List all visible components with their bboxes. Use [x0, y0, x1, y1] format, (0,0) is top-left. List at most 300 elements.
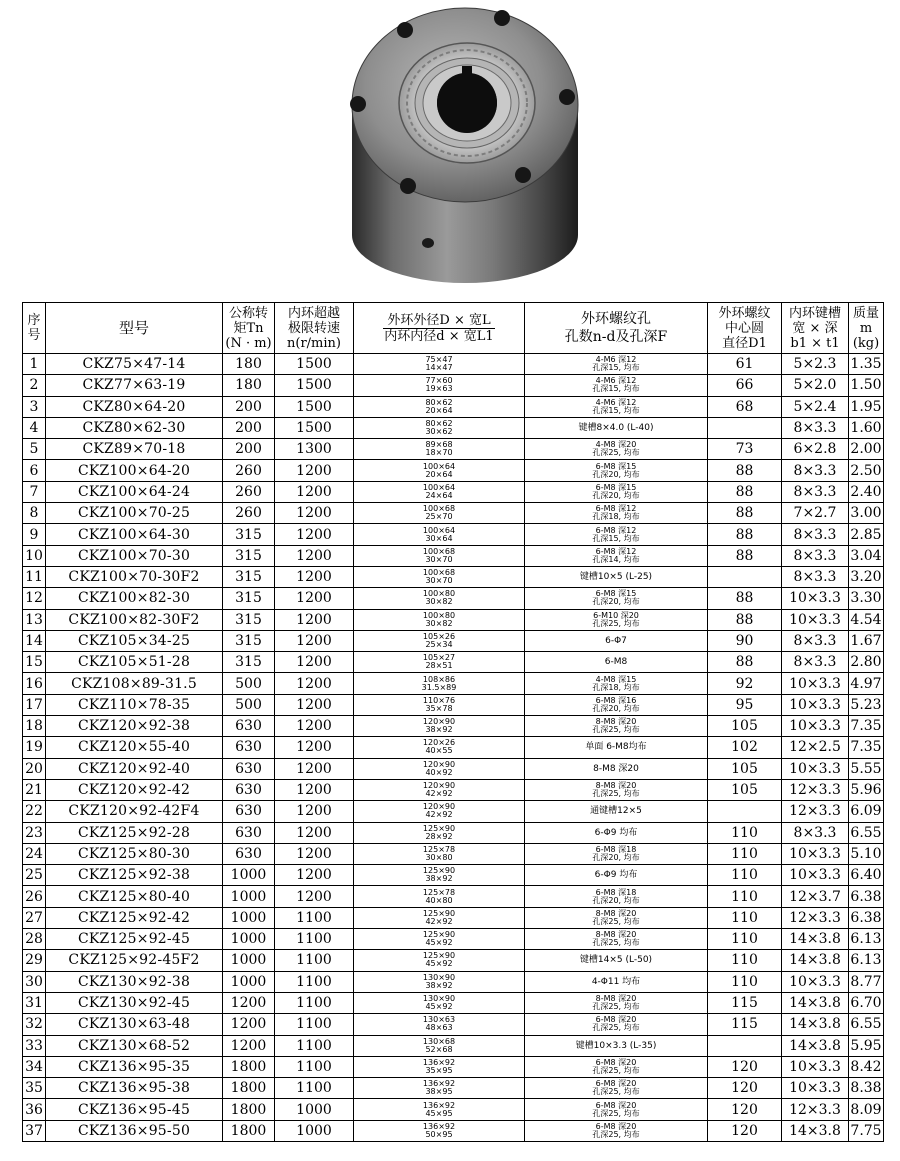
- cell-dimensions-line: 100×64: [422, 482, 456, 492]
- cell-thread-holes-line: 孔深25, 均布: [592, 1087, 640, 1097]
- cell-seq: 27: [23, 907, 46, 928]
- cell-thread-holes-line: 孔深25, 均布: [592, 725, 640, 735]
- cell-speed: 1200: [275, 481, 354, 502]
- cell-mass: 1.35: [849, 354, 884, 375]
- cell-speed: 1100: [275, 992, 354, 1013]
- cell-model: CKZ80×62-30: [46, 417, 223, 438]
- header-row: [23, 303, 884, 354]
- cell-speed: 1200: [275, 566, 354, 587]
- cell-keyway: 14×3.8: [782, 950, 849, 971]
- col-speed: 内环超越 极限转速 n(r/min): [275, 303, 354, 354]
- cell-thread-holes-line: 4-M8 深20: [595, 440, 637, 450]
- cell-keyway: 14×3.8: [782, 1035, 849, 1056]
- cell-seq: 36: [23, 1099, 46, 1120]
- cell-speed: 1000: [275, 1099, 354, 1120]
- table-row: [23, 737, 884, 758]
- cell-mass: 1.95: [849, 396, 884, 417]
- cell-pitch-diameter: 115: [708, 992, 782, 1013]
- cell-mass: 6.55: [849, 1014, 884, 1035]
- cell-seq: 17: [23, 694, 46, 715]
- table-row: [23, 396, 884, 417]
- cell-thread-holes: [525, 758, 708, 779]
- cell-torque: 200: [223, 439, 275, 460]
- table-row: [23, 929, 884, 950]
- cell-thread-holes: [525, 1035, 708, 1056]
- cell-thread-holes: [525, 417, 708, 438]
- cell-model: CKZ136×95-45: [46, 1099, 223, 1120]
- cell-speed: 1100: [275, 971, 354, 992]
- table-row: [23, 673, 884, 694]
- cell-dimensions-line: 38×95: [425, 1087, 453, 1097]
- cell-thread-holes: [525, 1056, 708, 1077]
- cell-seq: 21: [23, 779, 46, 800]
- cell-torque: 180: [223, 354, 275, 375]
- cell-dimensions: [354, 460, 525, 481]
- cell-mass: 4.54: [849, 609, 884, 630]
- cell-dimensions: [354, 822, 525, 843]
- cell-torque: 500: [223, 694, 275, 715]
- cell-pitch-diameter: 120: [708, 1056, 782, 1077]
- cell-mass: 3.30: [849, 588, 884, 609]
- cell-thread-holes-line: 孔深20, 均布: [592, 597, 640, 607]
- table-row: [23, 758, 884, 779]
- cell-keyway: 8×3.3: [782, 481, 849, 502]
- cell-dimensions: [354, 971, 525, 992]
- cell-seq: 15: [23, 652, 46, 673]
- cell-dimensions-line: 130×90: [422, 994, 456, 1004]
- cell-dimensions: [354, 545, 525, 566]
- cell-thread-holes-line: 孔深15, 均布: [592, 363, 640, 373]
- cell-dimensions-line: 30×82: [425, 597, 453, 607]
- cell-torque: 200: [223, 396, 275, 417]
- cell-keyway: 6×2.8: [782, 439, 849, 460]
- cell-dimensions: [354, 843, 525, 864]
- cell-speed: 1500: [275, 417, 354, 438]
- cell-seq: 24: [23, 843, 46, 864]
- cell-mass: 2.85: [849, 524, 884, 545]
- cell-torque: 1200: [223, 1014, 275, 1035]
- cell-keyway: 12×3.3: [782, 1099, 849, 1120]
- cell-dimensions: [354, 1014, 525, 1035]
- cell-model: CKZ125×92-45: [46, 929, 223, 950]
- cell-seq: 7: [23, 481, 46, 502]
- cell-torque: 1200: [223, 1035, 275, 1056]
- cell-thread-holes-line: 6-M8 深15: [595, 461, 637, 471]
- cell-dimensions-line: 38×92: [425, 725, 453, 735]
- cell-torque: 260: [223, 481, 275, 502]
- table-row: [23, 801, 884, 822]
- cell-dimensions-line: 50×95: [425, 1129, 453, 1139]
- cell-speed: 1100: [275, 1056, 354, 1077]
- cell-dimensions: [354, 481, 525, 502]
- cell-speed: 1200: [275, 779, 354, 800]
- cell-thread-holes: [525, 566, 708, 587]
- cell-keyway: 12×2.5: [782, 737, 849, 758]
- table-row: [23, 524, 884, 545]
- cell-model: CKZ136×95-35: [46, 1056, 223, 1077]
- cell-dimensions-line: 42×92: [425, 916, 453, 926]
- cell-pitch-diameter: 88: [708, 588, 782, 609]
- cell-thread-holes: [525, 822, 708, 843]
- cell-seq: 5: [23, 439, 46, 460]
- cell-torque: 630: [223, 716, 275, 737]
- cell-dimensions-line: 30×64: [425, 533, 453, 543]
- cell-thread-holes: [525, 652, 708, 673]
- cell-torque: 630: [223, 758, 275, 779]
- cell-mass: 1.67: [849, 630, 884, 651]
- cell-thread-holes-line: 孔深18, 均布: [592, 512, 640, 522]
- cell-speed: 1100: [275, 1078, 354, 1099]
- cell-torque: 1000: [223, 971, 275, 992]
- cell-dimensions-line: 40×80: [425, 895, 453, 905]
- cell-model: CKZ100×64-30: [46, 524, 223, 545]
- cell-torque: 1200: [223, 992, 275, 1013]
- cell-thread-holes: [525, 1014, 708, 1035]
- cell-keyway: 12×3.7: [782, 886, 849, 907]
- cell-speed: 1500: [275, 354, 354, 375]
- cell-speed: 1200: [275, 758, 354, 779]
- cell-thread-holes: [525, 588, 708, 609]
- cell-keyway: 8×3.3: [782, 822, 849, 843]
- cell-dimensions: [354, 992, 525, 1013]
- cell-pitch-diameter: 88: [708, 460, 782, 481]
- cell-thread-holes-line: 孔深20, 均布: [592, 490, 640, 500]
- cell-thread-holes-line: 孔深20, 均布: [592, 469, 640, 479]
- cell-thread-holes-line: 6-Φ9 均布: [594, 870, 638, 881]
- cell-model: CKZ120×92-38: [46, 716, 223, 737]
- table-row: [23, 566, 884, 587]
- cell-seq: 6: [23, 460, 46, 481]
- cell-torque: 1800: [223, 1056, 275, 1077]
- cell-speed: 1200: [275, 588, 354, 609]
- cell-dimensions-line: 125×90: [422, 930, 456, 940]
- cell-dimensions-line: 35×78: [425, 703, 453, 713]
- cell-thread-holes-line: 键槽10×5 (L-25): [579, 572, 653, 583]
- cell-dimensions: [354, 716, 525, 737]
- cell-pitch-diameter: 88: [708, 652, 782, 673]
- cell-pitch-diameter: [708, 417, 782, 438]
- cell-model: CKZ80×64-20: [46, 396, 223, 417]
- table-row: [23, 354, 884, 375]
- cell-thread-holes-line: 孔深14, 均布: [592, 554, 640, 564]
- cell-thread-holes-line: 6-M8: [604, 657, 628, 668]
- cell-dimensions-line: 130×68: [422, 1036, 456, 1046]
- cell-speed: 1100: [275, 950, 354, 971]
- cell-mass: 1.50: [849, 375, 884, 396]
- cell-dimensions: [354, 779, 525, 800]
- cell-model: CKZ105×51-28: [46, 652, 223, 673]
- cell-dimensions-line: 14×47: [425, 363, 453, 373]
- cell-thread-holes: [525, 524, 708, 545]
- cell-keyway: 10×3.3: [782, 758, 849, 779]
- cell-thread-holes-line: 6-M8 深16: [595, 695, 637, 705]
- cell-model: CKZ136×95-50: [46, 1120, 223, 1141]
- cell-torque: 630: [223, 843, 275, 864]
- cell-dimensions-line: 28×92: [425, 831, 453, 841]
- table-row: [23, 992, 884, 1013]
- cell-torque: 1000: [223, 907, 275, 928]
- cell-model: CKZ120×92-40: [46, 758, 223, 779]
- table-row: [23, 886, 884, 907]
- cell-thread-holes-line: 孔深15, 均布: [592, 533, 640, 543]
- table-row: [23, 1099, 884, 1120]
- cell-mass: 7.75: [849, 1120, 884, 1141]
- cell-model: CKZ100×70-30F2: [46, 566, 223, 587]
- cell-dimensions: [354, 673, 525, 694]
- cell-thread-holes: [525, 801, 708, 822]
- cell-torque: 630: [223, 801, 275, 822]
- cell-speed: 1100: [275, 929, 354, 950]
- cell-thread-holes: [525, 503, 708, 524]
- cell-thread-holes-line: 6-M8 深20: [595, 1057, 637, 1067]
- cell-keyway: 8×3.3: [782, 566, 849, 587]
- cell-thread-holes: [525, 779, 708, 800]
- col-keyway: 内环键槽 宽 × 深 b1 × t1: [782, 303, 849, 354]
- cell-dimensions-line: 30×70: [425, 576, 453, 586]
- cell-torque: 1000: [223, 950, 275, 971]
- cell-dimensions-line: 30×80: [425, 852, 453, 862]
- cell-dimensions: [354, 588, 525, 609]
- cell-dimensions-line: 100×68: [422, 504, 456, 514]
- cell-keyway: 8×3.3: [782, 652, 849, 673]
- cell-thread-holes-line: 孔深20, 均布: [592, 852, 640, 862]
- table-row: [23, 630, 884, 651]
- table-row: [23, 503, 884, 524]
- cell-mass: 6.38: [849, 886, 884, 907]
- cell-model: CKZ125×92-42: [46, 907, 223, 928]
- cell-thread-holes-line: 单面 6-M8均布: [585, 742, 647, 753]
- cell-speed: 1200: [275, 801, 354, 822]
- cell-speed: 1100: [275, 1014, 354, 1035]
- cell-seq: 20: [23, 758, 46, 779]
- cell-thread-holes: [525, 929, 708, 950]
- cell-dimensions-line: 19×63: [425, 384, 453, 394]
- col-mass: 质量 m (kg): [849, 303, 884, 354]
- cell-dimensions-line: 45×95: [425, 1108, 453, 1118]
- cell-pitch-diameter: 110: [708, 822, 782, 843]
- cell-torque: 630: [223, 737, 275, 758]
- cell-speed: 1200: [275, 545, 354, 566]
- cell-mass: 8.77: [849, 971, 884, 992]
- cell-thread-holes-line: 4-M8 深15: [595, 674, 637, 684]
- cell-torque: 260: [223, 503, 275, 524]
- cell-pitch-diameter: 105: [708, 779, 782, 800]
- cell-seq: 35: [23, 1078, 46, 1099]
- cell-pitch-diameter: 102: [708, 737, 782, 758]
- cell-pitch-diameter: 110: [708, 907, 782, 928]
- table-row: [23, 971, 884, 992]
- col-seq: 序 号: [23, 303, 46, 354]
- table-row: [23, 1056, 884, 1077]
- cell-thread-holes: [525, 545, 708, 566]
- cell-dimensions-line: 30×82: [425, 618, 453, 628]
- cell-speed: 1200: [275, 503, 354, 524]
- cell-dimensions-line: 136×92: [422, 1079, 456, 1089]
- cell-speed: 1200: [275, 673, 354, 694]
- cell-dimensions-line: 125×90: [422, 866, 456, 876]
- cell-speed: 1200: [275, 737, 354, 758]
- cell-seq: 22: [23, 801, 46, 822]
- cell-model: CKZ120×55-40: [46, 737, 223, 758]
- cell-dimensions-line: 136×92: [422, 1121, 456, 1131]
- cell-dimensions: [354, 417, 525, 438]
- cell-seq: 29: [23, 950, 46, 971]
- cell-seq: 32: [23, 1014, 46, 1035]
- table-row: [23, 843, 884, 864]
- cell-seq: 3: [23, 396, 46, 417]
- cell-speed: 1500: [275, 375, 354, 396]
- table-row: [23, 545, 884, 566]
- cell-keyway: 10×3.3: [782, 865, 849, 886]
- cell-dimensions: [354, 1056, 525, 1077]
- cell-seq: 23: [23, 822, 46, 843]
- cell-thread-holes-line: 孔深25, 均布: [592, 938, 640, 948]
- cell-dimensions-line: 100×64: [422, 461, 456, 471]
- cell-torque: 315: [223, 652, 275, 673]
- cell-pitch-diameter: 105: [708, 758, 782, 779]
- cell-speed: 1300: [275, 439, 354, 460]
- cell-dimensions-line: 100×64: [422, 525, 456, 535]
- cell-thread-holes-line: 6-M8 深15: [595, 482, 637, 492]
- cell-seq: 37: [23, 1120, 46, 1141]
- col-dimensions: 外环外径D × 宽L 内环内径d × 宽L1: [354, 303, 525, 354]
- cell-pitch-diameter: 110: [708, 843, 782, 864]
- cell-pitch-diameter: 105: [708, 716, 782, 737]
- cell-model: CKZ77×63-19: [46, 375, 223, 396]
- cell-seq: 19: [23, 737, 46, 758]
- cell-dimensions-line: 108×86: [422, 674, 456, 684]
- cell-seq: 33: [23, 1035, 46, 1056]
- cell-mass: 6.13: [849, 950, 884, 971]
- cell-dimensions: [354, 439, 525, 460]
- cell-dimensions: [354, 1035, 525, 1056]
- cell-dimensions: [354, 524, 525, 545]
- cell-thread-holes: [525, 737, 708, 758]
- cell-speed: 1200: [275, 843, 354, 864]
- cell-dimensions: [354, 929, 525, 950]
- cell-thread-holes-line: 孔深25, 均布: [592, 618, 640, 628]
- cell-mass: 6.09: [849, 801, 884, 822]
- cell-speed: 1500: [275, 396, 354, 417]
- cell-dimensions-line: 100×68: [422, 546, 456, 556]
- cell-dimensions: [354, 694, 525, 715]
- cell-dimensions-line: 45×92: [425, 1002, 453, 1012]
- cell-mass: 5.96: [849, 779, 884, 800]
- cell-thread-holes: [525, 1078, 708, 1099]
- cell-dimensions-line: 120×90: [422, 802, 456, 812]
- cell-thread-holes: [525, 950, 708, 971]
- cell-thread-holes: [525, 716, 708, 737]
- cell-dimensions-line: 20×64: [425, 469, 453, 479]
- cell-thread-holes: [525, 694, 708, 715]
- cell-dimensions-line: 136×92: [422, 1100, 456, 1110]
- cell-keyway: 8×3.3: [782, 417, 849, 438]
- cell-model: CKZ100×82-30: [46, 588, 223, 609]
- cell-thread-holes-line: 键槽10×3.3 (L-35): [575, 1040, 657, 1051]
- cell-mass: 1.60: [849, 417, 884, 438]
- cell-seq: 34: [23, 1056, 46, 1077]
- table-row: [23, 694, 884, 715]
- cell-dimensions: [354, 1099, 525, 1120]
- cell-mass: 8.42: [849, 1056, 884, 1077]
- cell-dimensions: [354, 566, 525, 587]
- cell-model: CKZ120×92-42: [46, 779, 223, 800]
- cell-pitch-diameter: 110: [708, 886, 782, 907]
- cell-mass: 5.23: [849, 694, 884, 715]
- cell-speed: 1200: [275, 609, 354, 630]
- cell-dimensions-line: 100×80: [422, 610, 456, 620]
- cell-thread-holes-line: 6-M8 深20: [595, 1100, 637, 1110]
- cell-model: CKZ120×92-42F4: [46, 801, 223, 822]
- cell-dimensions-line: 136×92: [422, 1057, 456, 1067]
- cell-dimensions: [354, 737, 525, 758]
- cell-pitch-diameter: 115: [708, 1014, 782, 1035]
- cell-thread-holes-line: 孔深20, 均布: [592, 703, 640, 713]
- cell-dimensions-line: 125×90: [422, 823, 456, 833]
- cell-thread-holes: [525, 396, 708, 417]
- cell-speed: 1100: [275, 907, 354, 928]
- cell-model: CKZ108×89-31.5: [46, 673, 223, 694]
- cell-mass: 2.50: [849, 460, 884, 481]
- cell-thread-holes: [525, 1099, 708, 1120]
- cell-keyway: 5×2.4: [782, 396, 849, 417]
- cell-seq: 10: [23, 545, 46, 566]
- table-row: [23, 950, 884, 971]
- cell-thread-holes-line: 6-Φ7: [605, 636, 627, 646]
- cell-thread-holes-line: 6-M8 深12: [595, 504, 637, 514]
- cell-thread-holes-line: 孔深15, 均布: [592, 405, 640, 415]
- cell-torque: 630: [223, 822, 275, 843]
- cell-mass: 3.04: [849, 545, 884, 566]
- cell-pitch-diameter: 90: [708, 630, 782, 651]
- cell-thread-holes-line: 8-M8 深20: [595, 930, 637, 940]
- cell-keyway: 10×3.3: [782, 716, 849, 737]
- cell-thread-holes-line: 孔深25, 均布: [592, 1129, 640, 1139]
- cell-keyway: 10×3.3: [782, 588, 849, 609]
- cell-thread-holes-line: 8-M8 深20: [595, 717, 637, 727]
- cell-thread-holes: [525, 843, 708, 864]
- cell-thread-holes: [525, 673, 708, 694]
- cell-dimensions: [354, 865, 525, 886]
- cell-thread-holes-line: 孔深18, 均布: [592, 682, 640, 692]
- cell-seq: 4: [23, 417, 46, 438]
- cell-torque: 260: [223, 460, 275, 481]
- cell-thread-holes-line: 孔深25, 均布: [592, 1002, 640, 1012]
- cell-dimensions-line: 105×26: [422, 632, 456, 641]
- cell-torque: 1000: [223, 886, 275, 907]
- cell-pitch-diameter: 88: [708, 524, 782, 545]
- cell-keyway: 10×3.3: [782, 609, 849, 630]
- cell-thread-holes: [525, 375, 708, 396]
- cell-dimensions-line: 18×70: [425, 448, 453, 458]
- cell-thread-holes-line: 6-M8 深12: [595, 546, 637, 556]
- cell-thread-holes-line: 6-M8 深20: [595, 1079, 637, 1089]
- cell-keyway: 10×3.3: [782, 1078, 849, 1099]
- cell-seq: 1: [23, 354, 46, 375]
- cell-seq: 18: [23, 716, 46, 737]
- cell-dimensions: [354, 886, 525, 907]
- cell-model: CKZ125×80-40: [46, 886, 223, 907]
- cell-torque: 500: [223, 673, 275, 694]
- cell-mass: 2.40: [849, 481, 884, 502]
- cell-keyway: 8×3.3: [782, 630, 849, 651]
- cell-seq: 31: [23, 992, 46, 1013]
- cell-dimensions: [354, 609, 525, 630]
- table-row: [23, 779, 884, 800]
- cell-keyway: 8×3.3: [782, 460, 849, 481]
- cell-thread-holes-line: 孔深25, 均布: [592, 448, 640, 458]
- cell-thread-holes-line: 4-Φ11 均布: [591, 976, 641, 987]
